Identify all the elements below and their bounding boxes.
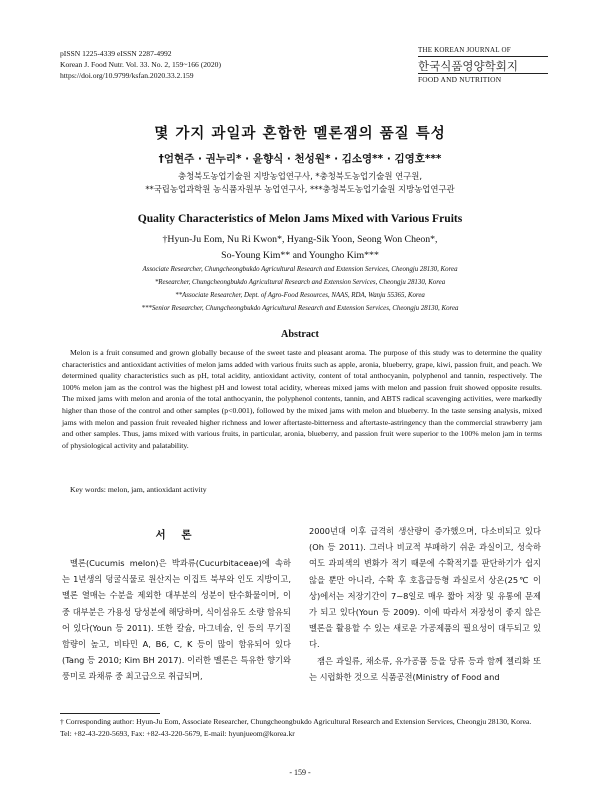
doi-link[interactable]: https://doi.org/10.9799/ksfan.2020.33.2.159 <box>60 71 194 80</box>
authors-kr: †엄현주 · 권누리* · 윤향식 · 천성원* · 김소영** · 김영호*** <box>158 153 442 165</box>
affiliation-kr-2: **국립농업과학원 농식품자원부 농업연구사, ***충청북도농업기술원 지방농업연구관 <box>145 184 455 194</box>
header-meta <box>60 48 221 81</box>
issn-line: pISSN 1225-4339 eISSN 2287-4992 <box>60 49 172 58</box>
abstract-text: Melon is a fruit consumed and grown globally because of the sweet taste and pleasant aroma. The purpose of this study was to determine the quality characteristics and antioxidant activities of melon jams added with various fruits such as apple, aronia, blueberry, grape, kiwi, passion fruit, and peach. We determined quality characteristics such as pH, total acidity, antioxidant activity, content of total anthocyanin, polyphenol and tannin, respectively. The 100% melon jam as the control was the highest pH and lowest total acidity, whereas mixed jams with melon and passion fruit showed opposite results. The mixed jams with melon and aronia of the total anthocyanin, the polyphenol contents, tannin, and ABTS radical scavenging activities, were markedly higher than those of the control and other samples (p<0.001), followed by the mixed jams with melon and blueberry. In the taste sensing analysis, mixed jams with melon and passion fruit revealed higher richness and lower aftertaste-bitterness and aftertaste-astringency than the commercial strawberry jam and other samples. Thus, jams mixed with various fruits, in particular, aronia, blueberry, and passion fruit were superior to the 100% melon jam in terms of physiological activity and palatability. <box>62 348 542 450</box>
section-heading-introduction: 서 론 <box>155 529 198 541</box>
footnote-divider <box>60 713 160 714</box>
abstract-heading: Abstract <box>281 329 319 340</box>
citation-line: Korean J. Food Nutr. Vol. 33. No. 2, 159~166 (2020) <box>60 60 221 69</box>
authors-en-2: So-Young Kim** and Youngho Kim*** <box>221 250 379 261</box>
body-left-column: 멜론(Cucumis melon)은 박과류(Cucurbitaceae)에 속하는 1년생의 덩굴식물로 원산지는 이집트 북부와 인도 지방이고, 멜론 열매는 수분을 제외한 대부분의 성분이 탄수화물이며, 이 중 대부분은 가용성 당성분에 해당하며, 식이섬유도 소량 함유되어 있다(Youn 등 2011). 또한 칼슘, 마그네슘, 인 등의 무기질 함량이 높고, 비타민 A, B6, C, K 등이 많이 함유되어 있다(Tang 등 2010; Kim BH 2017). 이러한 멜론은 특유한 향기와 풍미로 과채류 중 최고급으로 취급되며, <box>62 558 291 682</box>
page-number: - 159 - <box>289 768 311 777</box>
body-right-column <box>309 523 541 685</box>
affiliation-en-1: Associate Researcher, Chungcheongbukdo Agricultural Research and Extension Services, Cheongju 28130, Korea <box>142 266 458 273</box>
affiliation-en-4: ***Senior Researcher, Chungcheongbukdo Agricultural Research and Extension Services, Cheongju 28130, Korea <box>141 305 459 312</box>
body-right-paragraph-2: 잼은 과일류, 채소류, 유가공품 등을 당류 등과 함께 젤리화 또는 시럽화한 것으로 식품공전(Ministry of Food and <box>309 655 541 682</box>
affiliation-en-3: **Associate Researcher, Dept. of Agro-Food Resources, NAAS, RDA, Wanju 55365, Korea <box>175 292 425 299</box>
title-kr: 몇 가지 과일과 혼합한 멜론잼의 품질 특성 <box>154 126 446 142</box>
body-right-paragraph-1: 2000년대 이후 급격히 생산량이 증가했으며, 다소비되고 있다(Oh 등 2011). 그러나 비교적 부패하기 쉬운 과실이고, 성숙하여도 과피색의 변화가 적기 때문에 수확적기를 판단하기가 쉽지 않을 뿐만 아니라, 수확 후 호흡급등형 과실로서 상온(25℃ 이상)에서는 저장기간이 7~8일로 매우 짧아 저장 및 유통에 문제가 되고 있다(Youn 등 2009). 이에 따라서 저장성이 좋지 않은 멜론을 활용할 수 있는 새로운 가공제품의 필요성이 대두되고 있다. <box>309 526 541 650</box>
journal-name-kr: 한국식품영양학회지 <box>418 59 518 73</box>
journal-logo <box>418 46 548 84</box>
journal-name-en: THE KOREAN JOURNAL OF <box>418 46 548 57</box>
keywords: Key words: melon, jam, antioxidant activity <box>70 485 207 494</box>
title-en: Quality Characteristics of Melon Jams Mixed with Various Fruits <box>137 212 463 225</box>
journal-name-en2: FOOD AND NUTRITION <box>418 73 548 84</box>
authors-en-1: †Hyun-Ju Eom, Nu Ri Kwon*, Hyang-Sik Yoon, Seong Won Cheon*, <box>162 234 438 245</box>
affiliation-en-2: *Researcher, Chungcheongbukdo Agricultural Research and Extension Services, Cheongju 28130, Korea <box>154 279 446 286</box>
corresponding-author-footnote: † Corresponding author: Hyun-Ju Eom, Associate Researcher, Chungcheongbukdo Agricultural Research and Extension Services, Cheongju 28130, Korea. Tel: +82-43-220-5693, Fax: +82-43-220-5679, E-mail: hyunjueom@korea.kr <box>60 717 532 738</box>
affiliation-kr-1: 충청북도농업기술원 지방농업연구사, *충청북도농업기술원 연구원, <box>177 171 423 181</box>
